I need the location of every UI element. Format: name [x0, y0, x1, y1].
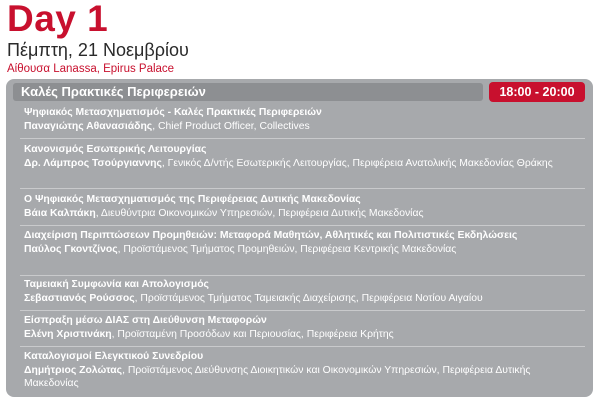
session-title: Διαχείριση Περιπτώσεων Προμηθειών: Μεταφορά Μαθητών, Αθλητικές και Πολιτιστικές Εκδηλώσεις	[24, 230, 518, 241]
session-role: , Προϊστάμενος Διεύθυνσης Διοικητικών και Οικονομικών Υπηρεσιών, Περιφέρεια Δυτικής Μακεδονίας	[24, 364, 531, 389]
session-speaker: Δρ. Λάμπρος Τσούργιαννης	[24, 157, 162, 169]
session-speaker: Βάια Καλπάκη	[24, 207, 96, 219]
session-role: , Προϊστάμενος Τμήματος Προμηθειών, Περιφέρεια Κεντρικής Μακεδονίας	[117, 243, 457, 255]
divider	[20, 138, 585, 139]
session-role: , Προϊσταμένη Προσόδων και Περιουσίας, Περιφέρεια Κρήτης	[111, 328, 394, 340]
time-badge: 18:00 - 20:00	[489, 82, 585, 102]
divider	[20, 275, 585, 276]
session-item	[24, 193, 579, 220]
session-title: Ο Ψηφιακός Μετασχηματισμός της Περιφέρειας Δυτικής Μακεδονίας	[24, 194, 361, 205]
session-item	[24, 350, 579, 391]
venue-line: Αίθουσα Lanassa, Epirus Palace	[7, 63, 175, 75]
session-item	[24, 106, 579, 133]
session-title: Είσπραξη μέσω ΔΙΑΣ στη Διεύθυνση Μεταφορών	[24, 315, 267, 326]
session-title: Ταμειακή Συμφωνία και Απολογισμός	[24, 279, 209, 290]
panel-header	[13, 83, 483, 101]
session-role: , Διευθύντρια Οικονομικών Υπηρεσιών, Περιφέρεια Δυτικής Μακεδονίας	[95, 207, 424, 219]
session-speaker: Ελένη Χριστινάκη	[24, 328, 112, 340]
panel-title: Καλές Πρακτικές Περιφερειών	[21, 84, 206, 99]
session-title: Ψηφιακός Μετασχηματισμός - Καλές Πρακτικές Περιφερειών	[24, 107, 322, 118]
divider	[20, 310, 585, 311]
session-speaker: Παύλος Γκοντζίνος	[24, 243, 118, 255]
day-title: Day 1	[7, 0, 109, 39]
session-item	[24, 314, 579, 341]
divider	[20, 188, 585, 189]
session-role: , Γενικός Δ/ντής Εσωτερικής Λειτουργίας, Περιφέρεια Ανατολικής Μακεδονίας Θράκης	[161, 157, 553, 169]
session-speaker: Δημήτριος Ζολώτας	[24, 364, 123, 376]
session-role: , Chief Product Officer, Collectives	[152, 120, 310, 132]
session-item	[24, 229, 579, 256]
divider	[20, 346, 585, 347]
divider	[20, 225, 585, 226]
session-speaker: Σεβαστιανός Ρούσσος	[24, 292, 135, 304]
session-role: , Προϊστάμενος Τμήματος Ταμειακής Διαχείρισης, Περιφέρεια Νοτίου Αιγαίου	[134, 292, 483, 304]
session-item	[24, 143, 579, 170]
session-title: Κανονισμός Εσωτερικής Λειτουργίας	[24, 144, 207, 155]
session-item	[24, 278, 579, 305]
date-line: Πέμπτη, 21 Νοεμβρίου	[7, 40, 189, 60]
session-speaker: Παναγιώτης Αθανασιάδης	[24, 120, 153, 132]
agenda-panel	[6, 79, 593, 397]
session-title: Καταλογισμοί Ελεγκτικού Συνεδρίου	[24, 351, 204, 362]
